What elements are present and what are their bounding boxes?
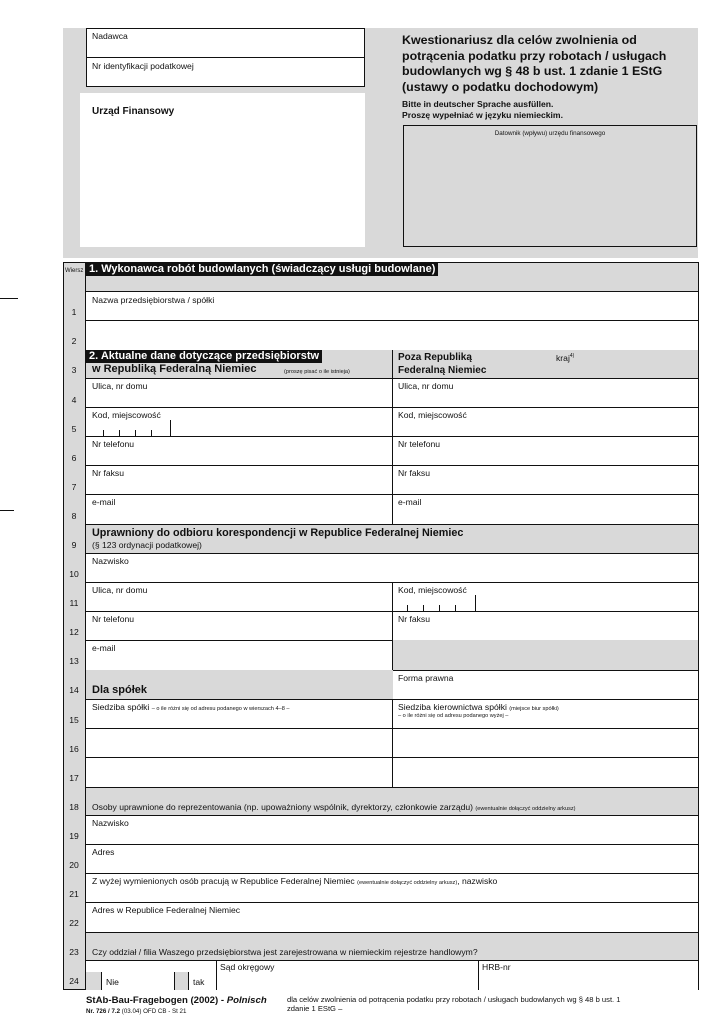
row-number: 6: [71, 453, 77, 463]
fold-mark: [0, 298, 18, 299]
correspondence-phone-field[interactable]: [86, 611, 392, 640]
germany-workers-field[interactable]: [86, 873, 698, 902]
tax-office-label: Urząd Finansowy: [92, 106, 175, 117]
row-number: 22: [69, 918, 79, 928]
no-label: Nie: [106, 977, 119, 987]
fax-right-field[interactable]: [393, 465, 698, 494]
no-checkbox[interactable]: [86, 972, 101, 990]
stamp-label: Datownik (wpływu) urzędu finansowego: [494, 130, 606, 137]
management-seat-label: Siedziba kierownictwa spółki (miejsce biur spółki): [398, 702, 559, 712]
row-number: 3: [71, 365, 77, 375]
yes-label: tak: [193, 977, 205, 987]
legal-form-field[interactable]: [393, 670, 698, 699]
phone-left-label: Nr telefonu: [92, 439, 135, 449]
company-name-label: Nazwa przedsiębiorstwa / spółki: [92, 295, 215, 305]
legal-form-label: Forma prawna: [398, 673, 454, 683]
correspondence-surname-label: Nazwisko: [92, 556, 129, 566]
row-number: 16: [69, 744, 79, 754]
section-2-subtitle: w Republiką Federalną Niemiec: [92, 363, 257, 375]
sender-field[interactable]: [86, 28, 365, 58]
street-left-label: Ulica, nr domu: [92, 381, 148, 391]
yes-checkbox[interactable]: [174, 972, 189, 990]
correspondence-street-field[interactable]: [86, 582, 392, 611]
germany-workers-label: Z wyżej wymienionych osób pracują w Republice Federalnej Niemiec (ewentualnie dołączyć oddzielny arkusz), nazwisko: [92, 876, 498, 886]
register-question: Czy oddział / filia Waszego przedsiębiorstwa jest zarejestrowana w niemieckim rejestrze handlowym?: [92, 947, 478, 957]
row-number: 12: [69, 627, 79, 637]
stamp-field: [403, 125, 697, 247]
germany-address-field[interactable]: [86, 902, 698, 932]
hrb-label: HRB-nr: [482, 962, 511, 972]
section-2-note: (proszę pisać o ile istnieja): [284, 369, 350, 375]
footer-description: dla celów zwolnienia od potrącenia podatku przy robotach / usługach budowlanych wg § 48 b ust. 1 zdanie 1 EStG –: [287, 995, 621, 1013]
correspondence-phone-label: Nr telefonu: [92, 614, 135, 624]
tax-id-field[interactable]: [86, 57, 365, 87]
row-number: 11: [69, 598, 79, 608]
court-label: Sąd okręgowy: [220, 962, 275, 972]
country-label: kraj$^{4)}$: [556, 352, 575, 363]
fax-right-label: Nr faksu: [398, 468, 430, 478]
germany-address-label: Adres w Republice Federalnej Niemiec: [92, 905, 241, 915]
correspondence-email-field[interactable]: [86, 640, 392, 670]
representative-address-field[interactable]: [86, 844, 698, 873]
phone-right-label: Nr telefonu: [398, 439, 441, 449]
phone-right-field[interactable]: [393, 436, 698, 465]
row-number: 19: [69, 831, 79, 841]
representative-surname-field[interactable]: [86, 815, 698, 844]
section-2-title: 2. Aktualne dane dotyczące przedsiębiorstw: [86, 350, 322, 363]
sender-label: Nadawca: [92, 31, 128, 41]
email-left-field[interactable]: [86, 494, 392, 524]
language-note: Bitte in deutscher Sprache ausfüllen. Proszę wypełniać w języku niemieckim.: [402, 99, 563, 120]
postcode-left-label: Kod, miejscowość: [92, 410, 161, 420]
row-number: 10: [69, 569, 79, 579]
correspondence-subtitle: (§ 123 ordynacji podatkowej): [92, 540, 202, 550]
row-number: 17: [69, 773, 79, 783]
outside-germany-title: Poza Republiką Federalną Niemiec: [398, 352, 487, 376]
row-number: 7: [71, 482, 77, 492]
row-number: 5: [71, 424, 77, 434]
form-title: Kwestionariusz dla celów zwolnienia od potrącenia podatku przy robotach / usługach budowlanych wg § 48 b ust. 1 zdanie 1 EStG (ustawy o podatku dochodowym): [402, 33, 667, 94]
row-number: 20: [69, 860, 79, 870]
hrb-field[interactable]: [479, 961, 698, 990]
fax-left-label: Nr faksu: [92, 468, 124, 478]
street-left-field[interactable]: [86, 378, 392, 407]
row-number: 13: [69, 656, 79, 666]
row-number: 9: [71, 540, 77, 550]
postcode-left-field[interactable]: [86, 407, 392, 436]
correspondence-street-label: Ulica, nr domu: [92, 585, 148, 595]
fax-left-field[interactable]: [86, 465, 392, 494]
email-right-field[interactable]: [393, 494, 698, 524]
correspondence-surname-field[interactable]: [86, 553, 698, 582]
company-seat-label: Siedziba spółki – o ile różni się od adresu podanego w wierszach 4–8 –: [92, 702, 290, 712]
companies-title: Dla spółek: [92, 684, 148, 696]
street-right-label: Ulica, nr domu: [398, 381, 454, 391]
row-number: 2: [71, 336, 77, 346]
row-divider: [86, 320, 698, 321]
row-column-label: Wiersz: [65, 268, 84, 274]
form-code: Nr. 726 / 7.2 (03.04) OFD CB - St 21: [86, 1008, 187, 1015]
management-seat-note: – o ile różni się od adresu podanego wyżej –: [398, 713, 509, 719]
row-number: 18: [69, 802, 79, 812]
row-number: 23: [69, 947, 79, 957]
correspondence-title: Uprawniony do odbioru korespondencji w Republice Federalnej Niemiec: [92, 527, 464, 539]
form-name: StAb-Bau-Fragebogen (2002) - Polnisch: [86, 995, 267, 1006]
row-number: 21: [69, 889, 79, 899]
tax-id-label: Nr identyfikacji podatkowej: [92, 61, 194, 71]
representative-surname-label: Nazwisko: [92, 818, 129, 828]
correspondence-fax-field[interactable]: [393, 611, 698, 640]
street-right-field[interactable]: [393, 378, 698, 407]
row-number: 15: [69, 715, 79, 725]
row-number: 14: [69, 685, 79, 695]
section-1-title: 1. Wykonawca robót budowlanych (świadczący usługi budowlane): [86, 263, 438, 276]
email-right-label: e-mail: [398, 497, 422, 507]
row-number: 4: [71, 395, 77, 405]
correspondence-email-label: e-mail: [92, 643, 116, 653]
email-left-label: e-mail: [92, 497, 116, 507]
correspondence-fax-label: Nr faksu: [398, 614, 430, 624]
fold-mark: [0, 510, 14, 511]
row-number: 8: [71, 511, 77, 521]
row-number: 24: [69, 976, 79, 986]
phone-left-field[interactable]: [86, 436, 392, 465]
correspondence-postcode-field[interactable]: [393, 582, 698, 611]
postcode-right-field[interactable]: [393, 407, 698, 436]
tax-office-field[interactable]: [80, 93, 365, 247]
correspondence-postcode-label: Kod, miejscowość: [398, 585, 467, 595]
court-field[interactable]: [217, 961, 478, 990]
representative-address-label: Adres: [92, 847, 115, 857]
representatives-title: Osoby uprawnione do reprezentowania (np. upoważniony wspólnik, dyrektorzy, członkowie zarządu) (ewentualnie dołączyć oddzielny arkusz): [92, 802, 576, 812]
company-seat-field[interactable]: [86, 699, 392, 787]
management-seat-field[interactable]: [393, 699, 698, 787]
postcode-right-label: Kod, miejscowość: [398, 410, 467, 420]
row-number: 1: [71, 307, 77, 317]
